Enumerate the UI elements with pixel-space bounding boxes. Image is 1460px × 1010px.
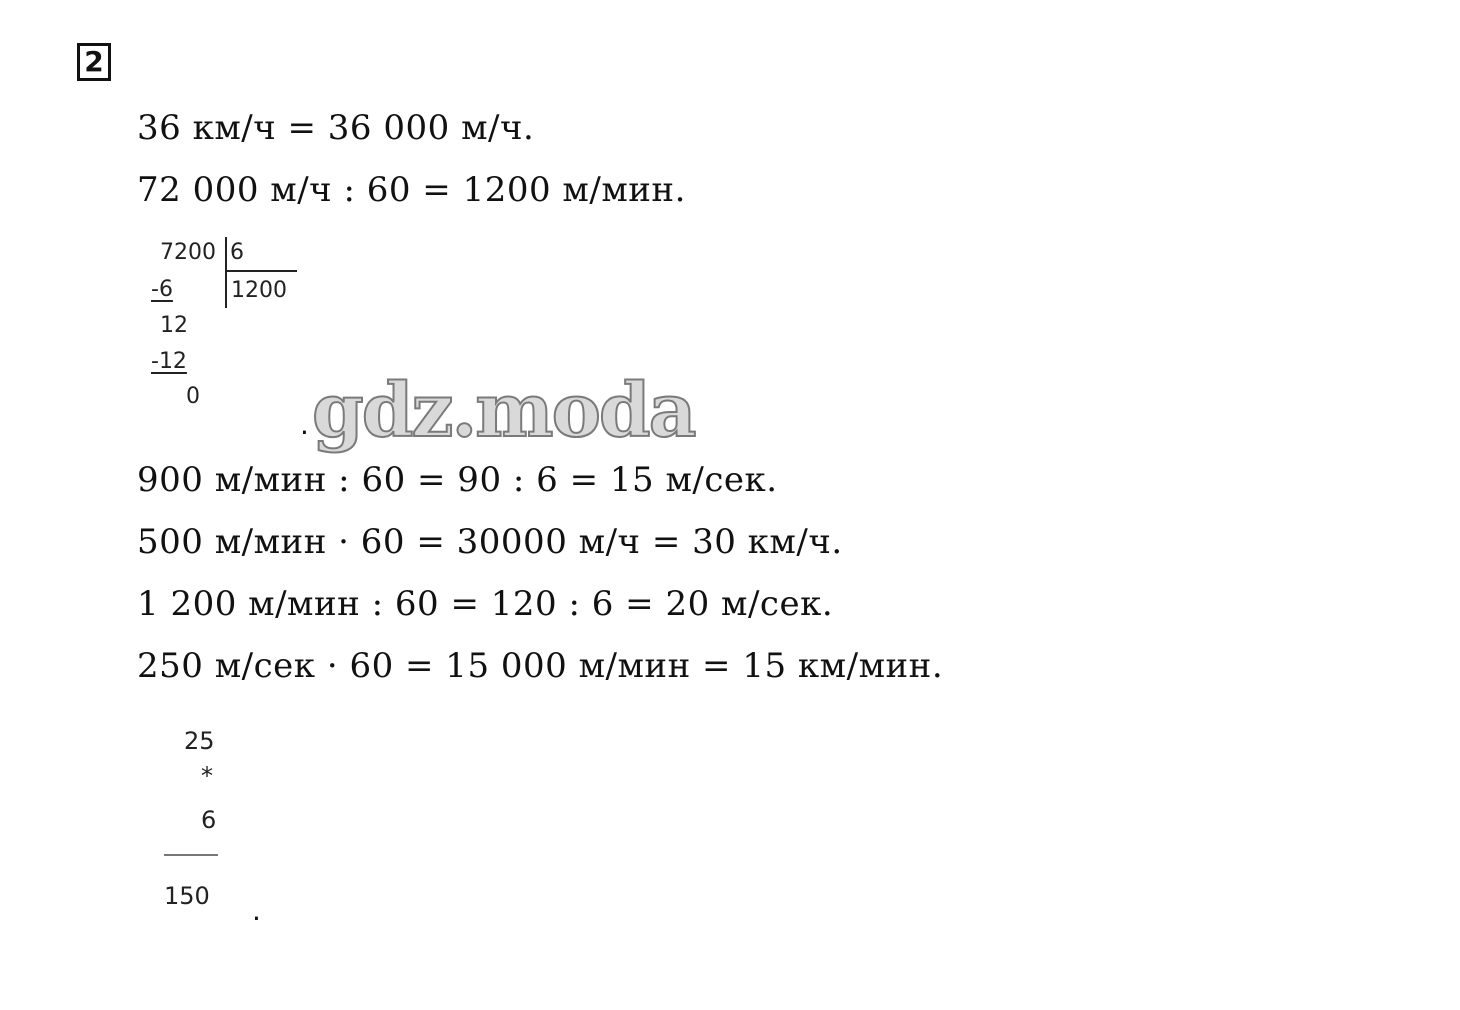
equation-6: 250 м/сек · 60 = 15 000 м/мин = 15 км/мин. [137, 646, 944, 686]
watermark: gdz.moda [312, 368, 695, 454]
equation-3: 900 м/мин : 60 = 90 : 6 = 15 м/сек. [137, 460, 778, 500]
division-step-4: 0 [186, 384, 200, 409]
trailing-dot-1: . [300, 408, 309, 441]
multiplication-top: 25 [184, 727, 215, 755]
division-dividend: 7200 [160, 240, 216, 265]
equation-1: 36 км/ч = 36 000 м/ч. [137, 108, 535, 148]
equation-2: 72 000 м/ч : 60 = 1200 м/мин. [137, 170, 686, 210]
multiplication-operator: * [201, 762, 213, 790]
task-number-box: 2 [77, 43, 111, 81]
multiplication-result: 150 [164, 882, 210, 910]
multiplication-bottom: 6 [201, 806, 217, 834]
division-step-3: -12 [151, 349, 187, 374]
equation-5: 1 200 м/мин : 60 = 120 : 6 = 20 м/сек. [137, 584, 834, 624]
division-step-1: -6 [151, 277, 173, 302]
equation-4: 500 м/мин · 60 = 30000 м/ч = 30 км/ч. [137, 522, 843, 562]
division-divider-horizontal [225, 270, 297, 272]
division-divider-vertical [225, 237, 227, 308]
division-step-2: 12 [160, 313, 188, 338]
trailing-dot-2: . [252, 894, 261, 927]
multiplication-line [164, 854, 218, 856]
division-quotient: 1200 [231, 278, 287, 303]
division-divisor: 6 [230, 240, 244, 265]
